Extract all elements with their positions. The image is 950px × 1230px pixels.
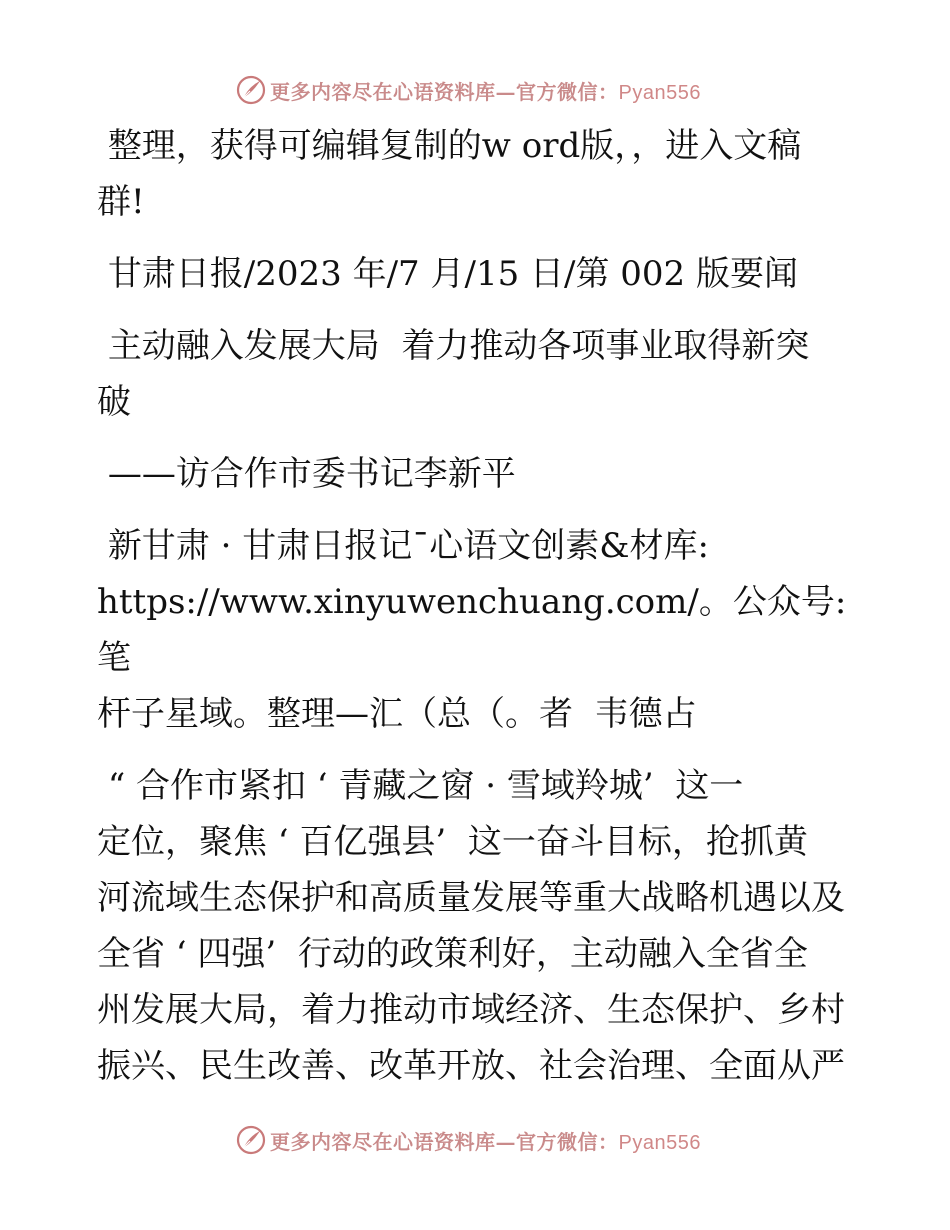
paragraph-source-line: 甘肃日报/2023 年/7 月/15 日/第 002 版要闻 xyxy=(97,254,798,294)
banner-wechat-id: Pyan556 xyxy=(618,81,701,104)
feather-pen-logo-icon xyxy=(236,1125,266,1155)
paragraph-intro-note: 整理，获得可编辑复制的w ord版，，进入文稿 群! xyxy=(97,126,802,222)
feather-pen-logo-icon xyxy=(236,75,266,105)
article-title: 主动融入发展大局 着力推动各项事业取得新突 破 xyxy=(97,326,810,422)
document-body xyxy=(97,118,857,1094)
banner-text xyxy=(270,1126,701,1155)
banner-wechat-id: Pyan556 xyxy=(618,1131,701,1154)
banner-label: 更多内容尽在心语资料库—官方微信： xyxy=(270,1129,619,1154)
article-subtitle: ——访合作市委书记李新平 xyxy=(97,454,516,494)
footer-watermark-banner xyxy=(0,1120,950,1160)
paragraph-body: “ 合作市紧扣 ‘ 青藏之窗 · 雪域羚城’ 这一 定位，聚焦 ‘ 百亿强县’ 这一奋斗目标，抢抓黄 河流域生态保护和高质量发展等重大战略机遇以及 全省 ‘ 四强’ 行动的政策利好，主动融入全省全 州发展大局，着力推动市域经济、生态保护、乡村 振兴、民生改善、改革开放、社会治理、全面从严 xyxy=(97,766,845,1086)
banner-label: 更多内容尽在心语资料库—官方微信： xyxy=(270,79,619,104)
banner-text xyxy=(270,76,701,105)
paragraph-byline: 新甘肃 · 甘肃日报记¯心语文创素&材库: https://www.xinyuwenchuang.com/。公众号: 笔 杆子星域。整理—汇（总（。者 韦德占 xyxy=(97,526,847,734)
header-watermark-banner xyxy=(0,70,950,110)
